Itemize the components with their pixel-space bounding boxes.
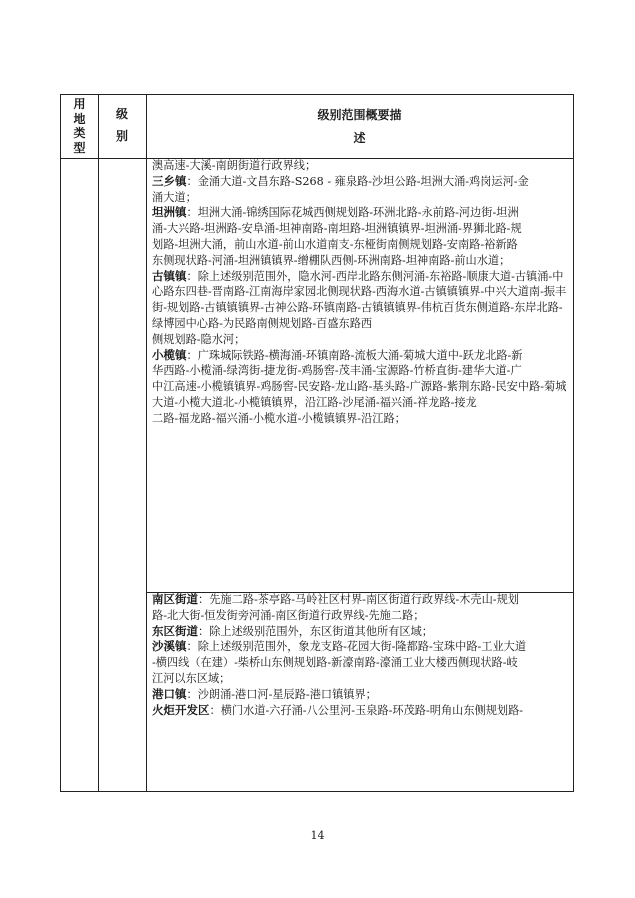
header-char: 级 — [115, 107, 128, 121]
header-line: 级别范围概要描 — [317, 108, 402, 122]
desc-line: 古镇镇：除上述级别范围外，隐水河-西岸北路东侧河涌-东裕路-顺康大道-古镇涌-中心路东四巷-晋南路-江南海岸家园北侧现状路-西海水道-古镇镇镇界-中兴大道南-振丰街-规划路-古镇镇镇界-古神公路-环镇南路-古镇镇镇界-伟杭百货东侧道路-东岸北路-绿博园中心路-为民路南侧规划路-百盛东路西 — [152, 268, 567, 330]
header-char: 型 — [73, 140, 86, 155]
header-char: 类 — [73, 126, 86, 140]
desc-line: 小榄镇：广珠城际铁路-横海涌-环镇南路-流板大涌-菊城大道中-跃龙北路-新 — [152, 347, 523, 362]
header-level — [98, 103, 146, 147]
desc-line: 坦洲镇：坦洲大涌-锦绣国际花城西侧规划路-环洲北路-永前路-河边街-坦洲 — [152, 205, 519, 220]
desc-line: 华西路-小榄涌-绿湾街-捷龙街-鸡肠窖-茂丰涌-宝源路-竹桥直街-建华大道-广 — [152, 364, 522, 378]
desc-line: 中江高速-小榄镇镇界-鸡肠窖-民安路-龙山路-基头路-广源路-紫荆东路-民安中路-菊城大道-小榄大道北-小榄镇镇界，沿江路-沙尾涌-福兴涌-祥龙路-接龙 — [152, 380, 567, 409]
town-name: 古镇镇 — [152, 268, 187, 283]
desc-line: 侧规划路-隐水河； — [152, 332, 246, 346]
desc-line: 东区街道：除上述级别范围外，东区街道其他所有区域； — [152, 623, 433, 638]
desc-line: 江河以东区域； — [152, 671, 231, 685]
header-char: 别 — [115, 129, 128, 143]
desc-line: 路-北大街-恒发街旁河涌-南区街道行政界线-先施二路； — [152, 608, 425, 622]
town-name: 火炬开发区 — [152, 702, 210, 717]
town-name: 坦洲镇 — [152, 205, 187, 220]
desc-line: 三乡镇：金涌大道-文昌东路-S268 - 雍泉路-沙坦公路-坦洲大涌-鸡岗运河-金 — [152, 173, 529, 188]
page-number: 14 — [310, 829, 325, 842]
column-divider — [146, 95, 147, 791]
header-char: 地 — [73, 111, 86, 126]
town-name: 三乡镇 — [152, 173, 187, 188]
desc-line: 火炬开发区：横门水道-六孖涌-八公里河-玉泉路-环茂路-明角山东侧规划路- — [152, 702, 524, 717]
desc-line: 港口镇：沙朗涌-港口河-星辰路-港口镇镇界； — [152, 686, 377, 701]
desc-line: 二路-福龙路-福兴涌-小榄水道-小榄镇镇界-沿江路； — [152, 411, 406, 425]
town-name: 港口镇 — [152, 686, 187, 701]
desc-line: 沙溪镇：除上述级别范围外，象龙支路-花园大街-隆都路-宝珠中路-工业大道 — [152, 639, 527, 654]
town-name: 东区街道 — [152, 623, 198, 638]
town-name: 小榄镇 — [152, 347, 187, 362]
town-name: 沙溪镇 — [152, 639, 187, 654]
description-cell-2 — [152, 592, 567, 718]
desc-line: 涌-大兴路-坦洲路-安阜涌-坦神南路-南坦路-坦洲镇镇界-坦洲涌-界狮北路-规 — [152, 222, 522, 236]
desc-line: 南区街道：先施二路-茶亭路-马岭社区村界-南区街道行政界线-木壳山-规划 — [152, 592, 519, 606]
header-char: 用 — [73, 97, 86, 111]
land-grade-table — [60, 94, 574, 792]
desc-line: -横四线（在建）-柴桥山东侧规划路-新濠南路-濠涌工业大楼西侧现状路-岐 — [152, 656, 518, 670]
desc-line: 东侧现状路-河涌-坦洲镇镇界-缯棚队西侧-环洲南路-坦神南路-前山水道； — [152, 253, 511, 267]
header-line: 述 — [353, 131, 366, 145]
desc-line: 澳高速-大溪-南朗街道行政界线； — [152, 159, 317, 172]
column-divider — [98, 95, 99, 791]
header-land-type — [61, 97, 98, 155]
desc-line: 涌大道； — [152, 190, 197, 204]
header-description — [146, 104, 573, 150]
description-cell-1 — [152, 158, 567, 427]
desc-line: 划路-坦洲大涌，前山水道-前山水道南支-东桠街南侧规划路-安南路-裕新路 — [152, 237, 518, 251]
town-name: 南区街道 — [152, 592, 198, 606]
